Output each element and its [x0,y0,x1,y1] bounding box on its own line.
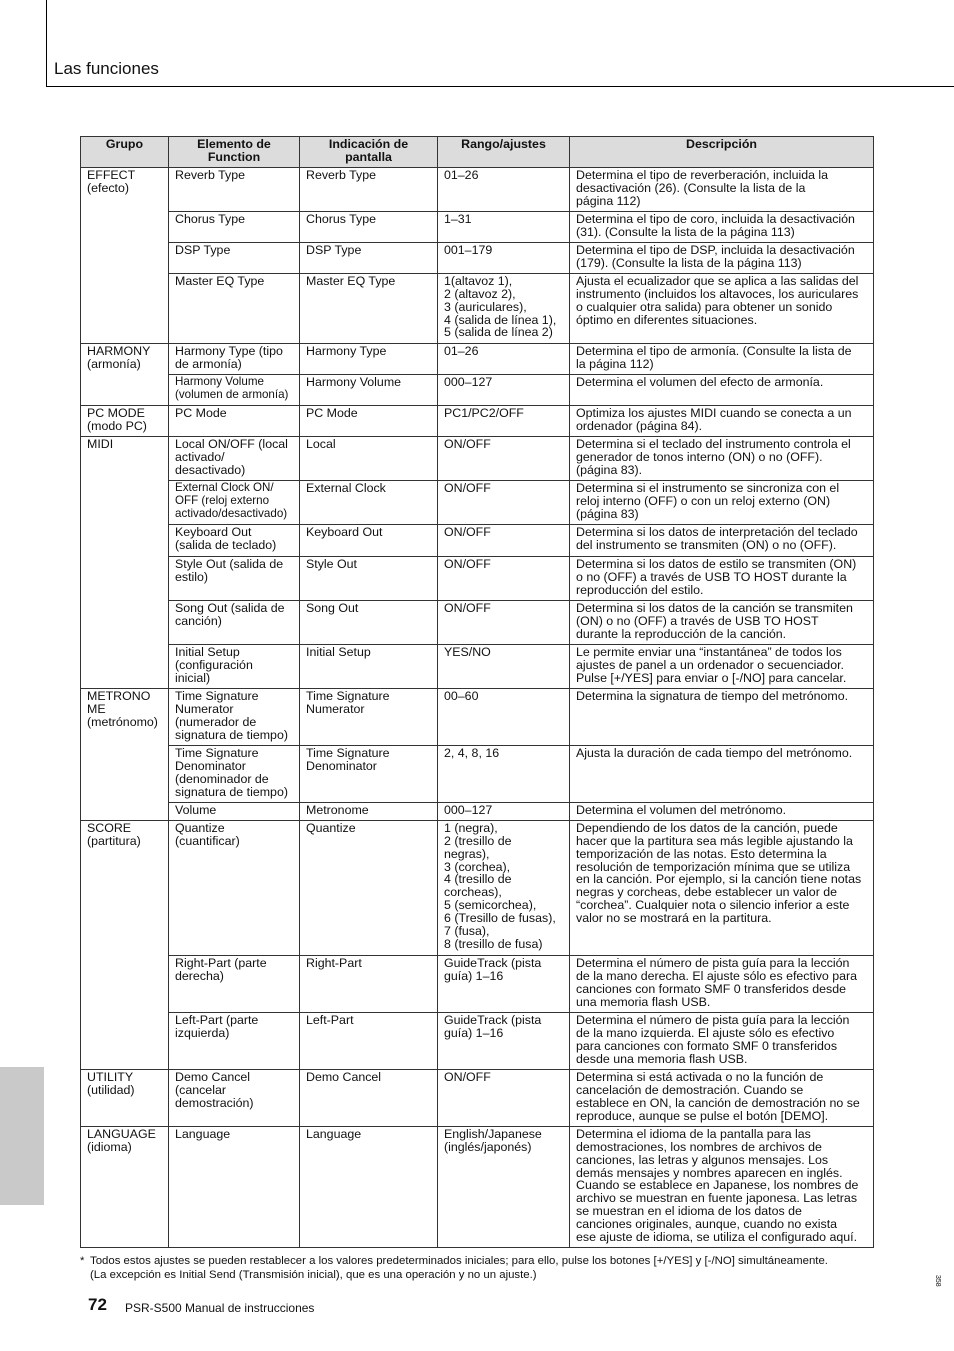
group-cell-text: METRONO ME (metrónomo) [87,688,158,729]
display-cell-text: Metronome [306,802,369,817]
display-cell [300,600,438,644]
display-cell [300,405,438,436]
element-cell [169,820,300,955]
group-cell [81,1069,169,1126]
display-cell-text: Quantize [306,820,356,835]
display-cell-text: DSP Type [306,242,362,257]
range-cell-text: English/Japanese (inglés/japonés) [444,1126,542,1154]
description-cell-text: Determina si los datos de la canción se transmiten (ON) o no (OFF) a través de USB TO HOST durante la reproducción de la canción. [576,600,853,641]
description-cell-text: Determina si el teclado del instrumento controla el generador de tonos interno (ON) o no (OFF). (página 83). [576,436,851,477]
range-cell [438,436,570,480]
table-row [81,644,874,688]
element-cell [169,167,300,211]
element-cell-text: Initial Setup (configuración inicial) [175,644,253,685]
description-cell-text: Ajusta el ecualizador que se aplica a las salidas del instrumento (incluidos los altavoces, los auriculares o cualquier otra salida) para obtener un sonido óptimo en diferentes situaciones. [576,273,859,327]
range-cell [438,802,570,820]
table-row [81,436,874,480]
range-cell [438,211,570,242]
footnote [80,1254,880,1282]
description-cell [570,1126,874,1247]
element-cell-text: Style Out (salida de estilo) [175,556,284,584]
section-title: Las funciones [54,59,159,78]
range-cell-text: 001–179 [444,242,493,257]
description-cell-text: Determina el número de pista guía para la lección de la mano derecha. El ajuste sólo es efectivo para canciones con formato SMF 0 transferidos desde una memoria flash USB. [576,955,858,1009]
description-cell-text: Determina el tipo de armonía. (Consulte la lista de la página 112) [576,343,852,371]
range-cell [438,644,570,688]
table-header-row [81,137,874,168]
display-cell-text: Local [306,436,336,451]
element-cell-text: Keyboard Out (salida de teclado) [175,524,277,552]
range-cell-text: GuideTrack (pista guía) 1–16 [444,1012,542,1040]
description-cell [570,1012,874,1069]
element-cell-text: External Clock ON/ OFF (reloj externo activado/desactivado) [175,480,288,520]
display-cell-text: Time Signature Numerator [306,688,390,716]
display-cell-text: Initial Setup [306,644,371,659]
element-cell-text: Volume [175,802,217,817]
range-cell [438,556,570,600]
element-cell-text: PC Mode [175,405,227,420]
element-cell-text: Reverb Type [175,167,246,182]
display-cell-text: Left-Part [306,1012,354,1027]
element-cell [169,211,300,242]
display-cell [300,820,438,955]
description-cell-text: Determina el tipo de coro, incluida la desactivación (31). (Consulte la lista de la página 113) [576,211,855,239]
column-header-element: Elemento de Function [169,137,300,168]
range-cell [438,167,570,211]
range-cell [438,374,570,405]
footnote-marker: * [80,1255,85,1267]
group-cell-text: EFFECT (efecto) [87,167,136,195]
range-cell [438,1012,570,1069]
group-cell [81,820,169,1069]
range-cell-text: 1 (negra), 2 (tresillo de negras), 3 (corchea), 4 (tresillo de corcheas), 5 (semicorchea), 6 (Tresillo de fusas), 7 (fusa), 8 (tresillo de fusa) [444,820,556,951]
range-cell-text: ON/OFF [444,524,491,539]
description-cell [570,343,874,374]
description-cell-text: Ajusta la duración de cada tiempo del metrónomo. [576,745,853,760]
display-cell [300,688,438,745]
range-cell [438,405,570,436]
display-cell [300,1126,438,1247]
element-cell-text: Left-Part (parte izquierda) [175,1012,259,1040]
element-cell-text: Quantize (cuantificar) [175,820,240,848]
group-cell-text: MIDI [87,436,114,451]
element-cell-text: DSP Type [175,242,231,257]
element-cell [169,688,300,745]
description-cell-text: Determina el tipo de reverberación, incluida la desactivación (26). (Consulte la lista de la página 112) [576,167,829,208]
description-cell [570,480,874,524]
element-cell [169,273,300,343]
description-cell [570,556,874,600]
header-horizontal-rule [46,86,954,87]
range-cell [438,745,570,802]
description-cell [570,273,874,343]
element-cell [169,556,300,600]
table-row [81,343,874,374]
table-row [81,374,874,405]
display-cell-text: Demo Cancel [306,1069,382,1084]
element-cell [169,343,300,374]
element-cell [169,524,300,556]
display-cell-text: Language [306,1126,362,1141]
element-cell-text: Harmony Type (tipo de armonía) [175,343,283,371]
description-cell [570,820,874,955]
description-cell-text: Optimiza los ajustes MIDI cuando se conecta a un ordenador (página 84). [576,405,852,433]
display-cell-text: PC Mode [306,405,358,420]
element-cell [169,600,300,644]
group-cell [81,688,169,820]
table-row [81,802,874,820]
display-cell-text: Chorus Type [306,211,377,226]
range-cell [438,820,570,955]
table-row [81,1126,874,1247]
description-cell-text: Determina si los datos de interpretación del teclado del instrumento se transmiten (ON) o no (OFF). [576,524,858,552]
description-cell [570,436,874,480]
element-cell [169,1126,300,1247]
description-cell [570,242,874,273]
manual-title: PSR-S500 Manual de instrucciones [125,1301,315,1315]
table-row [81,211,874,242]
display-cell [300,556,438,600]
table-row [81,1069,874,1126]
range-cell-text: ON/OFF [444,556,491,571]
element-cell [169,436,300,480]
column-header-description: Descripción [570,137,874,168]
range-cell [438,1069,570,1126]
footnote-text: Todos estos ajustes se pueden restablecer a los valores predeterminados iniciales; para ello, pulse los botones [+/YES] y [-/NO] simultáneamente. (La excepción es Initial Send (Transmisión inicial), que es una operación y no un ajuste.) [90,1255,828,1281]
range-cell-text: 000–127 [444,374,493,389]
group-cell-text: HARMONY (armonía) [87,343,151,371]
description-cell-text: Determina si el instrumento se sincroniza con el reloj interno (OFF) o con un reloj externo (ON) (página 83) [576,480,840,521]
table-row [81,556,874,600]
range-cell [438,1126,570,1247]
element-cell [169,802,300,820]
description-cell-text: Determina el número de pista guía para la lección de la mano izquierda. El ajuste sólo es efectivo para canciones con formato SMF 0 transferidos desde una memoria flash USB. [576,1012,850,1066]
table-row [81,1012,874,1069]
table-row [81,745,874,802]
display-cell-text: Harmony Volume [306,374,402,389]
description-cell-text: Determina si está activada o no la función de cancelación de demostración. Cuando se establece en ON, la canción de demostración no se reproduce, aunque se pulse el botón [DEMO]. [576,1069,860,1123]
display-cell-text: Song Out [306,600,359,615]
column-header-range: Rango/ajustes [438,137,570,168]
group-cell [81,405,169,436]
table-row [81,167,874,211]
display-cell [300,1012,438,1069]
description-cell [570,405,874,436]
table-row [81,688,874,745]
element-cell [169,644,300,688]
range-cell-text: 00–60 [444,688,479,703]
display-cell [300,436,438,480]
range-cell-text: 000–127 [444,802,493,817]
side-thumb-tab [0,1067,44,1205]
column-header-display: Indicación de pantalla [300,137,438,168]
range-cell-text: 01–26 [444,343,479,358]
element-cell [169,745,300,802]
description-cell [570,524,874,556]
description-cell-text: Determina la signatura de tiempo del metrónomo. [576,688,849,703]
element-cell [169,374,300,405]
group-cell-text: LANGUAGE (idioma) [87,1126,156,1154]
display-cell-text: Master EQ Type [306,273,396,288]
range-cell-text: 2, 4, 8, 16 [444,745,500,760]
document-code: 358 [934,1275,941,1287]
display-cell [300,955,438,1012]
display-cell [300,1069,438,1126]
table-row [81,820,874,955]
range-cell-text: PC1/PC2/OFF [444,405,524,420]
description-cell [570,1069,874,1126]
description-cell-text: Determina el volumen del metrónomo. [576,802,787,817]
range-cell-text: GuideTrack (pista guía) 1–16 [444,955,542,983]
display-cell [300,273,438,343]
page-number: 72 [88,1295,107,1314]
group-cell [81,436,169,688]
display-cell [300,167,438,211]
column-header-group: Grupo [81,137,169,168]
description-cell-text: Determina el idioma de la pantalla para las demostraciones, los nombres de archivos de canciones, las letras y algunos mensajes. Los demás mensajes y nombres aparecen en inglés. Cuando se establece en Japanese, los nombres de archivo se muestran en fuente japonesa. Las letras se muestran en el idioma de los datos de canciones originales, aunque, cuando no exista ese ajuste de idioma, se utiliza el configurado aquí. [576,1126,859,1245]
description-cell [570,802,874,820]
display-cell-text: External Clock [306,480,386,495]
range-cell-text: YES/NO [444,644,491,659]
display-cell [300,480,438,524]
display-cell [300,242,438,273]
table-row [81,405,874,436]
element-cell-text: Chorus Type [175,211,246,226]
display-cell-text: Right-Part [306,955,362,970]
description-cell [570,211,874,242]
range-cell [438,273,570,343]
description-cell-text: Determina si los datos de estilo se transmiten (ON) o no (OFF) a través de USB TO HOST durante la reproducción del estilo. [576,556,857,597]
element-cell [169,1069,300,1126]
header-vertical-rule [46,0,47,87]
display-cell [300,374,438,405]
description-cell [570,745,874,802]
functions-table [80,136,874,1248]
range-cell-text: ON/OFF [444,1069,491,1084]
element-cell-text: Time Signature Denominator (denominador de signatura de tiempo) [175,745,288,799]
description-cell-text: Determina el volumen del efecto de armonía. [576,374,824,389]
range-cell-text: ON/OFF [444,480,491,495]
description-cell [570,688,874,745]
group-cell-text: UTILITY (utilidad) [87,1069,135,1097]
range-cell [438,600,570,644]
range-cell [438,242,570,273]
group-cell [81,343,169,405]
display-cell-text: Harmony Type [306,343,387,358]
display-cell [300,802,438,820]
group-cell [81,167,169,343]
element-cell-text: Demo Cancel (cancelar demostración) [175,1069,254,1110]
display-cell-text: Keyboard Out [306,524,383,539]
display-cell-text: Reverb Type [306,167,377,182]
description-cell [570,600,874,644]
group-cell-text: PC MODE (modo PC) [87,405,147,433]
display-cell [300,343,438,374]
display-cell-text: Time Signature Denominator [306,745,390,773]
range-cell-text: ON/OFF [444,436,491,451]
range-cell-text: ON/OFF [444,600,491,615]
range-cell [438,343,570,374]
description-cell [570,167,874,211]
element-cell-text: Song Out (salida de canción) [175,600,285,628]
display-cell [300,745,438,802]
description-cell [570,955,874,1012]
description-cell-text: Determina el tipo de DSP, incluida la desactivación (179). (Consulte la lista de la página 113) [576,242,855,270]
element-cell-text: Local ON/OFF (local activado/ desactivado) [175,436,288,477]
range-cell [438,955,570,1012]
description-cell [570,374,874,405]
element-cell-text: Right-Part (parte derecha) [175,955,267,983]
display-cell [300,644,438,688]
element-cell [169,1012,300,1069]
table-row [81,600,874,644]
element-cell-text: Master EQ Type [175,273,265,288]
table-row [81,480,874,524]
element-cell-text: Harmony Volume (volumen de armonía) [175,374,289,401]
table-row [81,955,874,1012]
element-cell [169,480,300,524]
range-cell [438,524,570,556]
description-cell [570,644,874,688]
range-cell-text: 01–26 [444,167,479,182]
element-cell [169,405,300,436]
range-cell [438,480,570,524]
display-cell-text: Style Out [306,556,357,571]
table-row [81,273,874,343]
description-cell-text: Le permite enviar una “instantánea” de todos los ajustes de panel a un ordenador o secuenciador. Pulse [+/YES] para enviar o [-/NO] para cancelar. [576,644,847,685]
display-cell [300,211,438,242]
group-cell [81,1126,169,1247]
description-cell-text: Dependiendo de los datos de la canción, puede hacer que la partitura sea más legible ajustando la temporización de las notas. Esto determina la resolución de temporización mínima que se utiliza en la canción. Por ejemplo, si la canción tiene notas negras y corcheas, debe establecer un valor de “corchea”. Cualquier nota o silencio inferior a este valor no se mostrará en la partitura. [576,820,862,926]
table-row [81,242,874,273]
display-cell [300,524,438,556]
range-cell [438,688,570,745]
table-row [81,524,874,556]
element-cell-text: Time Signature Numerator (numerador de signatura de tiempo) [175,688,288,742]
element-cell [169,955,300,1012]
group-cell-text: SCORE (partitura) [87,820,141,848]
range-cell-text: 1(altavoz 1), 2 (altavoz 2), 3 (auriculares), 4 (salida de línea 1), 5 (salida de línea 2) [444,273,557,340]
element-cell-text: Language [175,1126,231,1141]
range-cell-text: 1–31 [444,211,472,226]
element-cell [169,242,300,273]
